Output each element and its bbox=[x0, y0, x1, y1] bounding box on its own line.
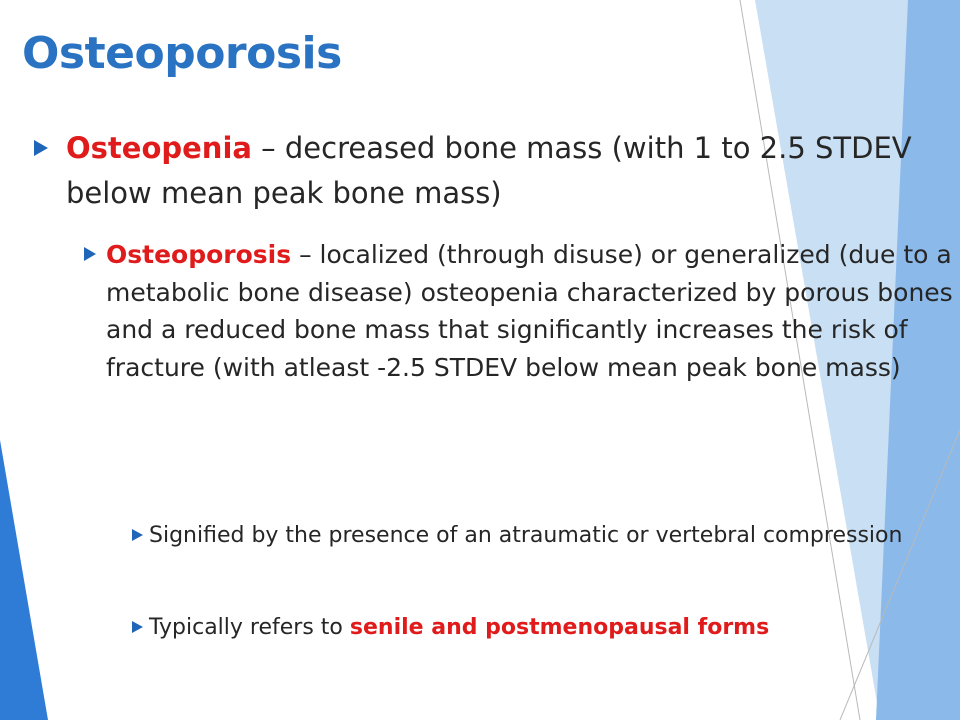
definition-osteopenia: decreased bone mass (with 1 to 2.5 STDEV below mean peak bone mass) bbox=[66, 131, 912, 210]
bullet-text: Signified by the presence of an atraumatic or vertebral compression bbox=[149, 523, 903, 548]
bullet-osteopenia bbox=[34, 126, 914, 216]
bullet-arrow-icon bbox=[132, 621, 143, 633]
bullet-prefix: Typically refers to bbox=[149, 615, 350, 640]
bullet-text bbox=[106, 236, 954, 386]
bullet-text bbox=[66, 126, 914, 216]
bullet-arrow-icon bbox=[84, 247, 96, 261]
bullet-osteoporosis bbox=[84, 236, 954, 386]
term-osteoporosis: Osteoporosis bbox=[106, 240, 292, 269]
definition-osteoporosis: localized (through disuse) or generalized (due to a metabolic bone disease) osteopenia characterized by porous bones and a reduced bone mass that significantly increases the risk of fracture (with atleast -2.5 STDEV below mean peak bone mass) bbox=[106, 240, 953, 382]
bullet-signified bbox=[132, 520, 932, 552]
bullet-text bbox=[149, 612, 942, 644]
bullet-typically bbox=[132, 612, 942, 644]
highlight-forms: senile and postmenopausal forms bbox=[349, 615, 770, 640]
separator: – bbox=[251, 131, 285, 165]
bullet-arrow-icon bbox=[132, 529, 143, 541]
slide-title: Osteoporosis bbox=[22, 28, 342, 79]
bullet-arrow-icon bbox=[34, 140, 48, 156]
separator: – bbox=[291, 240, 320, 269]
term-osteopenia: Osteopenia bbox=[66, 131, 252, 165]
